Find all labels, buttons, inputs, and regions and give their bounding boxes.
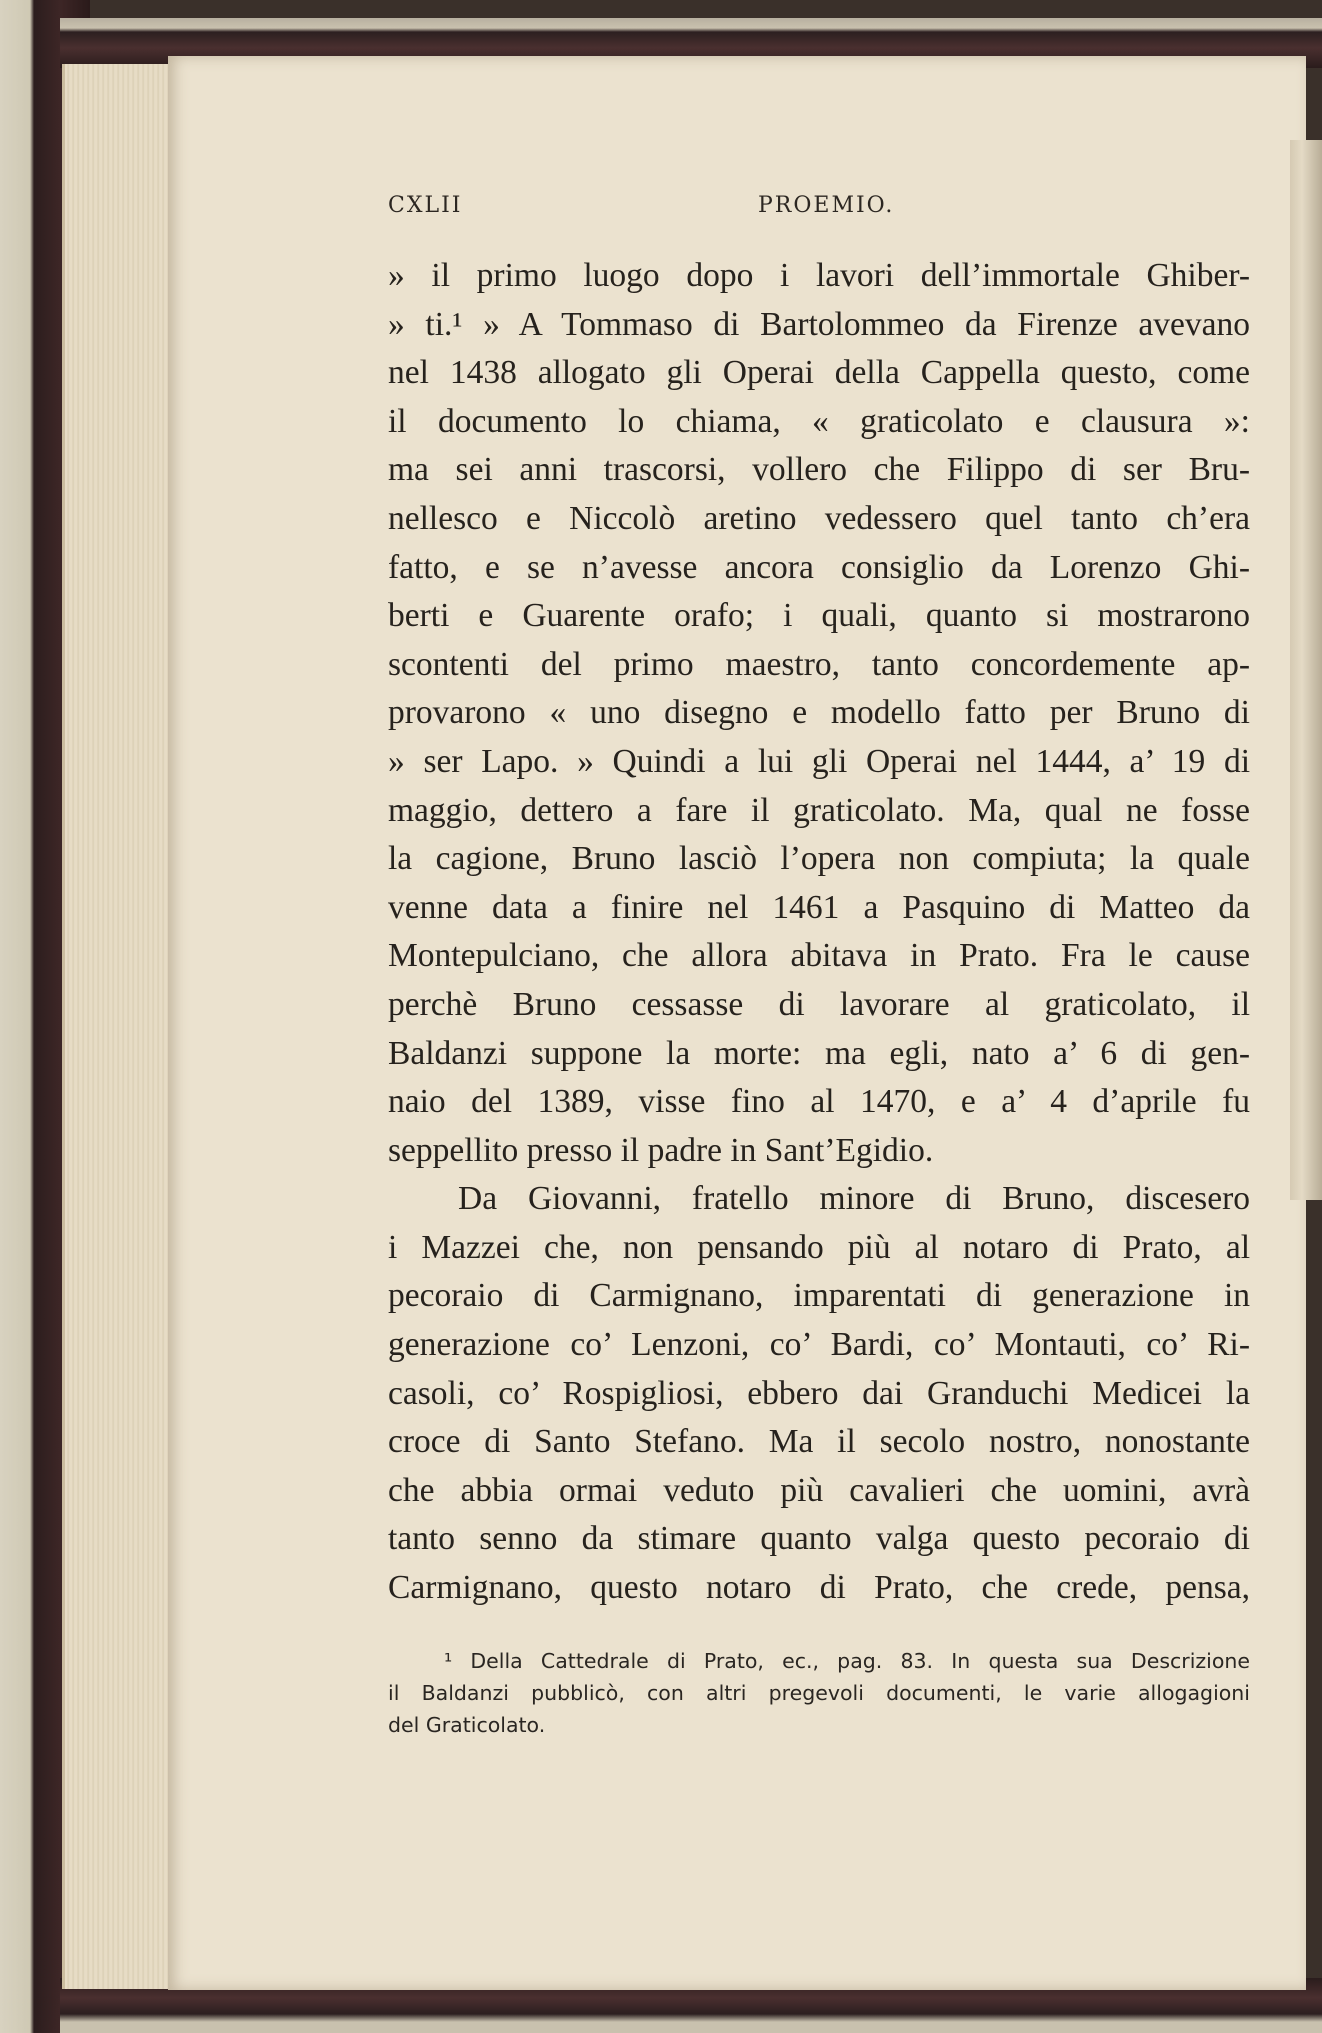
facing-page-edge: [1290, 140, 1322, 1200]
text-line: ma sei anni trascorsi, vollero che Filippo di ser Bru-: [388, 451, 1250, 489]
text-line: che abbia ormai veduto più cavalieri che uomini, avrà: [388, 1471, 1250, 1509]
text-line: Carmignano, questo notaro di Prato, che crede, pensa,: [388, 1569, 1250, 1607]
text-line: Montepulciano, che allora abitava in Prato. Fra le cause: [388, 937, 1250, 975]
text-line: la cagione, Bruno lasciò l’opera non compiuta; la quale: [388, 840, 1250, 878]
text-line: naio del 1389, visse fino al 1470, e a’ 4 d’aprile fu: [388, 1083, 1250, 1121]
text-line: scontenti del primo maestro, tanto concordemente ap-: [388, 645, 1250, 683]
text-line: venne data a finire nel 1461 a Pasquino di Matteo da: [388, 888, 1250, 926]
text-line: pecoraio di Carmignano, imparentati di generazione in: [388, 1277, 1250, 1315]
text-line: i Mazzei che, non pensando più al notaro di Prato, al: [388, 1228, 1250, 1266]
text-line: casoli, co’ Rospigliosi, ebbero dai Granduchi Medicei la: [388, 1374, 1250, 1412]
page-header: [388, 193, 1250, 227]
page-number: CXLII: [388, 193, 463, 218]
text-line: » ti.¹ » A Tommaso di Bartolommeo da Firenze avevano: [388, 305, 1250, 343]
footnote: [388, 1645, 1250, 1741]
text-line: fatto, e se n’avesse ancora consiglio da Lorenzo Ghi-: [388, 548, 1250, 586]
text-line: il documento lo chiama, « graticolato e clausura »:: [388, 402, 1250, 440]
text-line: generazione co’ Lenzoni, co’ Bardi, co’ Montauti, co’ Ri-: [388, 1326, 1250, 1364]
body-text: [388, 252, 1250, 1613]
text-line: provarono « uno disegno e modello fatto per Bruno di: [388, 694, 1250, 732]
footnote-line: del Graticolato.: [388, 1713, 546, 1737]
paragraph-end-line: seppellito presso il padre in Sant’Egidio.: [388, 1131, 934, 1169]
page-stack-edge: [62, 64, 175, 1989]
text-line: nel 1438 allogato gli Operai della Cappella questo, come: [388, 354, 1250, 392]
footnote-line: il Baldanzi pubblicò, con altri pregevoli documenti, le varie allogagioni: [388, 1681, 1250, 1705]
footnote-line: ¹ Della Cattedrale di Prato, ec., pag. 83. In questa sua Descrizione: [444, 1649, 1250, 1673]
paragraph-start-line: Da Giovanni, fratello minore di Bruno, discesero: [458, 1180, 1250, 1218]
text-line: » ser Lapo. » Quindi a lui gli Operai nel 1444, a’ 19 di: [388, 742, 1250, 780]
text-line: maggio, dettero a fare il graticolato. Ma, qual ne fosse: [388, 791, 1250, 829]
text-line: nellesco e Niccolò aretino vedessero quel tanto ch’era: [388, 499, 1250, 537]
text-line: tanto senno da stimare quanto valga questo pecoraio di: [388, 1520, 1250, 1558]
text-line: » il primo luogo dopo i lavori dell’immortale Ghiber-: [388, 257, 1250, 294]
text-line: croce di Santo Stefano. Ma il secolo nostro, nonostante: [388, 1423, 1250, 1461]
text-line: Baldanzi suppone la morte: ma egli, nato a’ 6 di gen-: [388, 1034, 1250, 1072]
text-line: perchè Bruno cessasse di lavorare al graticolato, il: [388, 985, 1250, 1023]
running-head: PROEMIO.: [758, 193, 895, 218]
text-line: berti e Guarente orafo; i quali, quanto si mostrarono: [388, 597, 1250, 635]
